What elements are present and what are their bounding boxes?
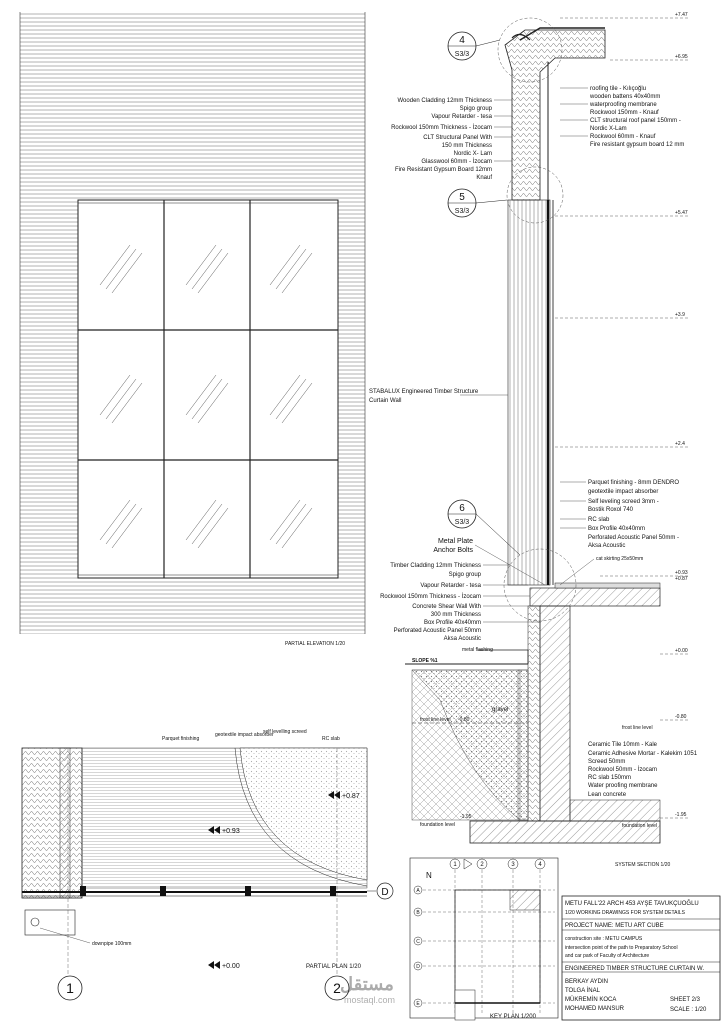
plan-label: geotextile impact absorber — [215, 732, 274, 738]
note: 150 mm Thickness — [441, 143, 492, 149]
author: TOLGA İNAL — [565, 988, 600, 994]
note: Knauf — [476, 175, 492, 181]
level-label: +0.00 — [222, 963, 240, 970]
metal-flashing-note: metal flashing — [462, 647, 493, 653]
note: CLT Structural Panel With — [423, 135, 492, 141]
note: Box Profile 40x40mm — [588, 526, 646, 532]
note: Rockwool 150mm Thickness - İzocam — [380, 594, 481, 600]
note: Perforated Acoustic Panel 50mm - — [588, 535, 680, 541]
roof-notes-left — [391, 98, 493, 181]
system-section-title: SYSTEM SECTION 1/20 — [615, 862, 671, 868]
axis-1-marker — [58, 976, 82, 1000]
note: frost line level — [420, 717, 451, 723]
column-label: 2 — [480, 862, 484, 868]
axis-label: D — [381, 887, 389, 898]
foundation-notes-right — [588, 742, 698, 798]
curtain-wall-section — [508, 200, 550, 585]
author: MOHAMED MANSUR — [565, 1006, 625, 1012]
north-arrow — [426, 871, 432, 880]
note: roofing tile - Kılıçoğlu — [590, 86, 647, 92]
callout-number: 6 — [459, 503, 465, 514]
row-label: A — [416, 888, 420, 894]
floor-slab — [530, 588, 660, 606]
note: wooden battens 40x40mm — [590, 94, 661, 100]
plan-level-000 — [208, 961, 240, 970]
plan-label: RC slab — [322, 736, 340, 742]
drawing-set: 1/20 WORKING DRAWINGS FOR SYSTEM DETAILS — [565, 910, 686, 916]
detail-callout-5[interactable] — [448, 189, 507, 217]
note: geotextile impact absorber — [588, 489, 659, 495]
roof-notes-right — [589, 86, 684, 148]
note: Nordic X-Lam — [590, 126, 627, 132]
watermark — [340, 974, 395, 1005]
site-line: construction site : METU CAMPUS — [565, 936, 643, 942]
note: foundation level — [420, 822, 456, 828]
level-080: -0.80 — [675, 714, 687, 720]
plan-label: self levelling screed — [263, 729, 307, 735]
downpipe-note: downpipe 100mm — [92, 941, 132, 947]
callout-sheet: S3/3 — [454, 519, 470, 526]
foundation-wall — [540, 606, 570, 821]
callout-number: 4 — [459, 35, 465, 46]
plan-label: Parquet finishing — [162, 736, 200, 742]
watermark-logo: مستقل — [340, 974, 394, 994]
note: Spigo group — [459, 106, 492, 112]
note: Fire Resistant Gypsum Board 12mm — [394, 167, 492, 173]
note: Bostik Roxol 740 — [588, 507, 634, 513]
plan-labels — [162, 729, 340, 742]
row-label: E — [416, 1001, 420, 1007]
note: Box Profile 40x40mm — [423, 620, 481, 626]
note: Wooden Cladding 12mm Thickness — [397, 98, 492, 104]
callout-sheet: S3/3 — [454, 208, 470, 215]
note: Rockwool 50mm - İzocam — [588, 767, 658, 773]
note: Glasswool 60mm - İzocam — [421, 159, 492, 165]
axis-d-marker — [367, 883, 393, 899]
note: CLT structural roof panel 150mm - — [590, 118, 681, 124]
note: Ceramic Adhesive Mortar - Kalekim 1051 — [588, 751, 698, 757]
cat-skirting-note: cat skirting 25x50mm — [596, 556, 644, 562]
note: Aksa Acoustic — [588, 543, 626, 549]
north-label: N — [426, 871, 432, 880]
note: RC slab — [588, 517, 610, 523]
note: Parquet finishing - 8mm DENDRO — [588, 480, 680, 486]
note: STABALUX Engineered Timber Structure — [369, 389, 479, 395]
level-547: +5.47 — [675, 210, 688, 216]
axis-label: 2 — [333, 980, 341, 996]
slope-note: SLOPE %1 — [412, 658, 438, 664]
note: Spigo group — [448, 572, 481, 578]
key-plan — [410, 858, 558, 1020]
author: BERKAY AYDIN — [565, 979, 609, 985]
foundation-level-right: foundation level — [622, 823, 658, 829]
gravel-note: gravel — [492, 707, 509, 713]
note: 300 mm Thickness — [430, 612, 481, 618]
note: Vapour Retarder - tesa — [431, 114, 492, 120]
callout-sheet: S3/3 — [454, 51, 470, 58]
title-block — [562, 896, 720, 1020]
sheet-number: SHEET 2/3 — [670, 997, 700, 1003]
level-000: +0.00 — [675, 648, 688, 654]
column-label: 4 — [538, 862, 542, 868]
note: Lean concrete — [588, 792, 627, 798]
wall-notes-left — [380, 563, 482, 642]
level-195-left: -1.95 — [460, 814, 472, 820]
note: Curtain Wall — [369, 398, 402, 404]
note: Concrete Shear Wall With — [412, 604, 481, 610]
level-195: -1.95 — [675, 812, 687, 818]
level-087: +0.87 — [675, 576, 688, 582]
metal-plate-note — [433, 538, 473, 554]
partial-plan — [22, 748, 367, 980]
note: Aksa Acoustic — [443, 636, 481, 642]
note: Rockwool 60mm - Knauf — [590, 134, 656, 140]
level-label: +0.93 — [222, 828, 240, 835]
note: Self leveling screed 3mm - — [588, 499, 659, 505]
note: Timber Cladding 12mm Thickness — [390, 563, 481, 569]
note: Vapour Retarder - tesa — [420, 583, 481, 589]
site-line-2: intersection point of the path to Preparatory School — [565, 945, 678, 951]
row-label: C — [416, 939, 420, 945]
callout-number: 5 — [459, 192, 465, 203]
key-plan-rows — [414, 886, 422, 1007]
partial-elevation-title: PARTIAL ELEVATION 1/20 — [285, 641, 346, 647]
level-093: +0.93 — [675, 570, 688, 576]
level-24: +2.4 — [675, 441, 685, 447]
note: Screed 50mm — [588, 759, 626, 765]
partial-elevation — [20, 12, 365, 647]
row-label: D — [416, 964, 420, 970]
note: Rockwool 150mm - Knauf — [590, 110, 659, 116]
curtain-wall-frame — [78, 200, 338, 578]
frost-line-right: frost line level — [622, 725, 653, 731]
key-plan-columns — [450, 859, 545, 869]
drawing-name: ENGINEERED TIMBER STRUCTURE CURTAIN W. — [565, 966, 705, 972]
row-label: B — [416, 910, 420, 916]
watermark-url: mostaql.com — [344, 995, 396, 1005]
partial-plan-title: PARTIAL PLAN 1/20 — [306, 964, 361, 970]
key-plan-title: KEY PLAN 1/200 — [490, 1014, 536, 1020]
curtain-wall-note — [369, 389, 479, 404]
note: Rockwool 150mm Thickness - İzocam — [391, 125, 492, 131]
note: Ceramic Tile 10mm - Kale — [588, 742, 658, 748]
detail-callout-4[interactable] — [448, 32, 500, 60]
note: Nordic X- Lam — [453, 151, 492, 157]
level-080-left: -0.80 — [458, 717, 470, 723]
drawing-scale: SCALE : 1/20 — [670, 1007, 707, 1013]
level-39: +3.9 — [675, 312, 685, 318]
note: Metal Plate — [437, 538, 473, 545]
course-line: METU FALL'22 ARCH 453 AYŞE TAVUKÇUOĞLU — [565, 901, 699, 907]
floor-notes-right — [588, 480, 679, 549]
note: Fire resistant gypsum board 12 mm — [590, 142, 685, 148]
project-name: PROJECT NAME: METU ART CUBE — [565, 923, 664, 929]
note: Water proofing membrane — [588, 783, 658, 789]
note: Perforated Acoustic Panel 50mm — [393, 628, 481, 634]
author: MÜKREMİN KOCA — [565, 997, 617, 1003]
axis-label: 1 — [66, 980, 74, 996]
note: waterproofing membrane — [590, 102, 657, 108]
note: Anchor Bolts — [433, 547, 473, 554]
level-695: +6.95 — [675, 54, 688, 60]
site-line-3: and car park of Faculty of Architecture — [565, 953, 650, 959]
column-label: 3 — [511, 862, 515, 868]
note: RC slab 150mm — [588, 775, 632, 781]
column-label: 1 — [453, 862, 457, 868]
level-747: +7.47 — [675, 12, 688, 18]
level-label: +0.87 — [342, 793, 360, 800]
